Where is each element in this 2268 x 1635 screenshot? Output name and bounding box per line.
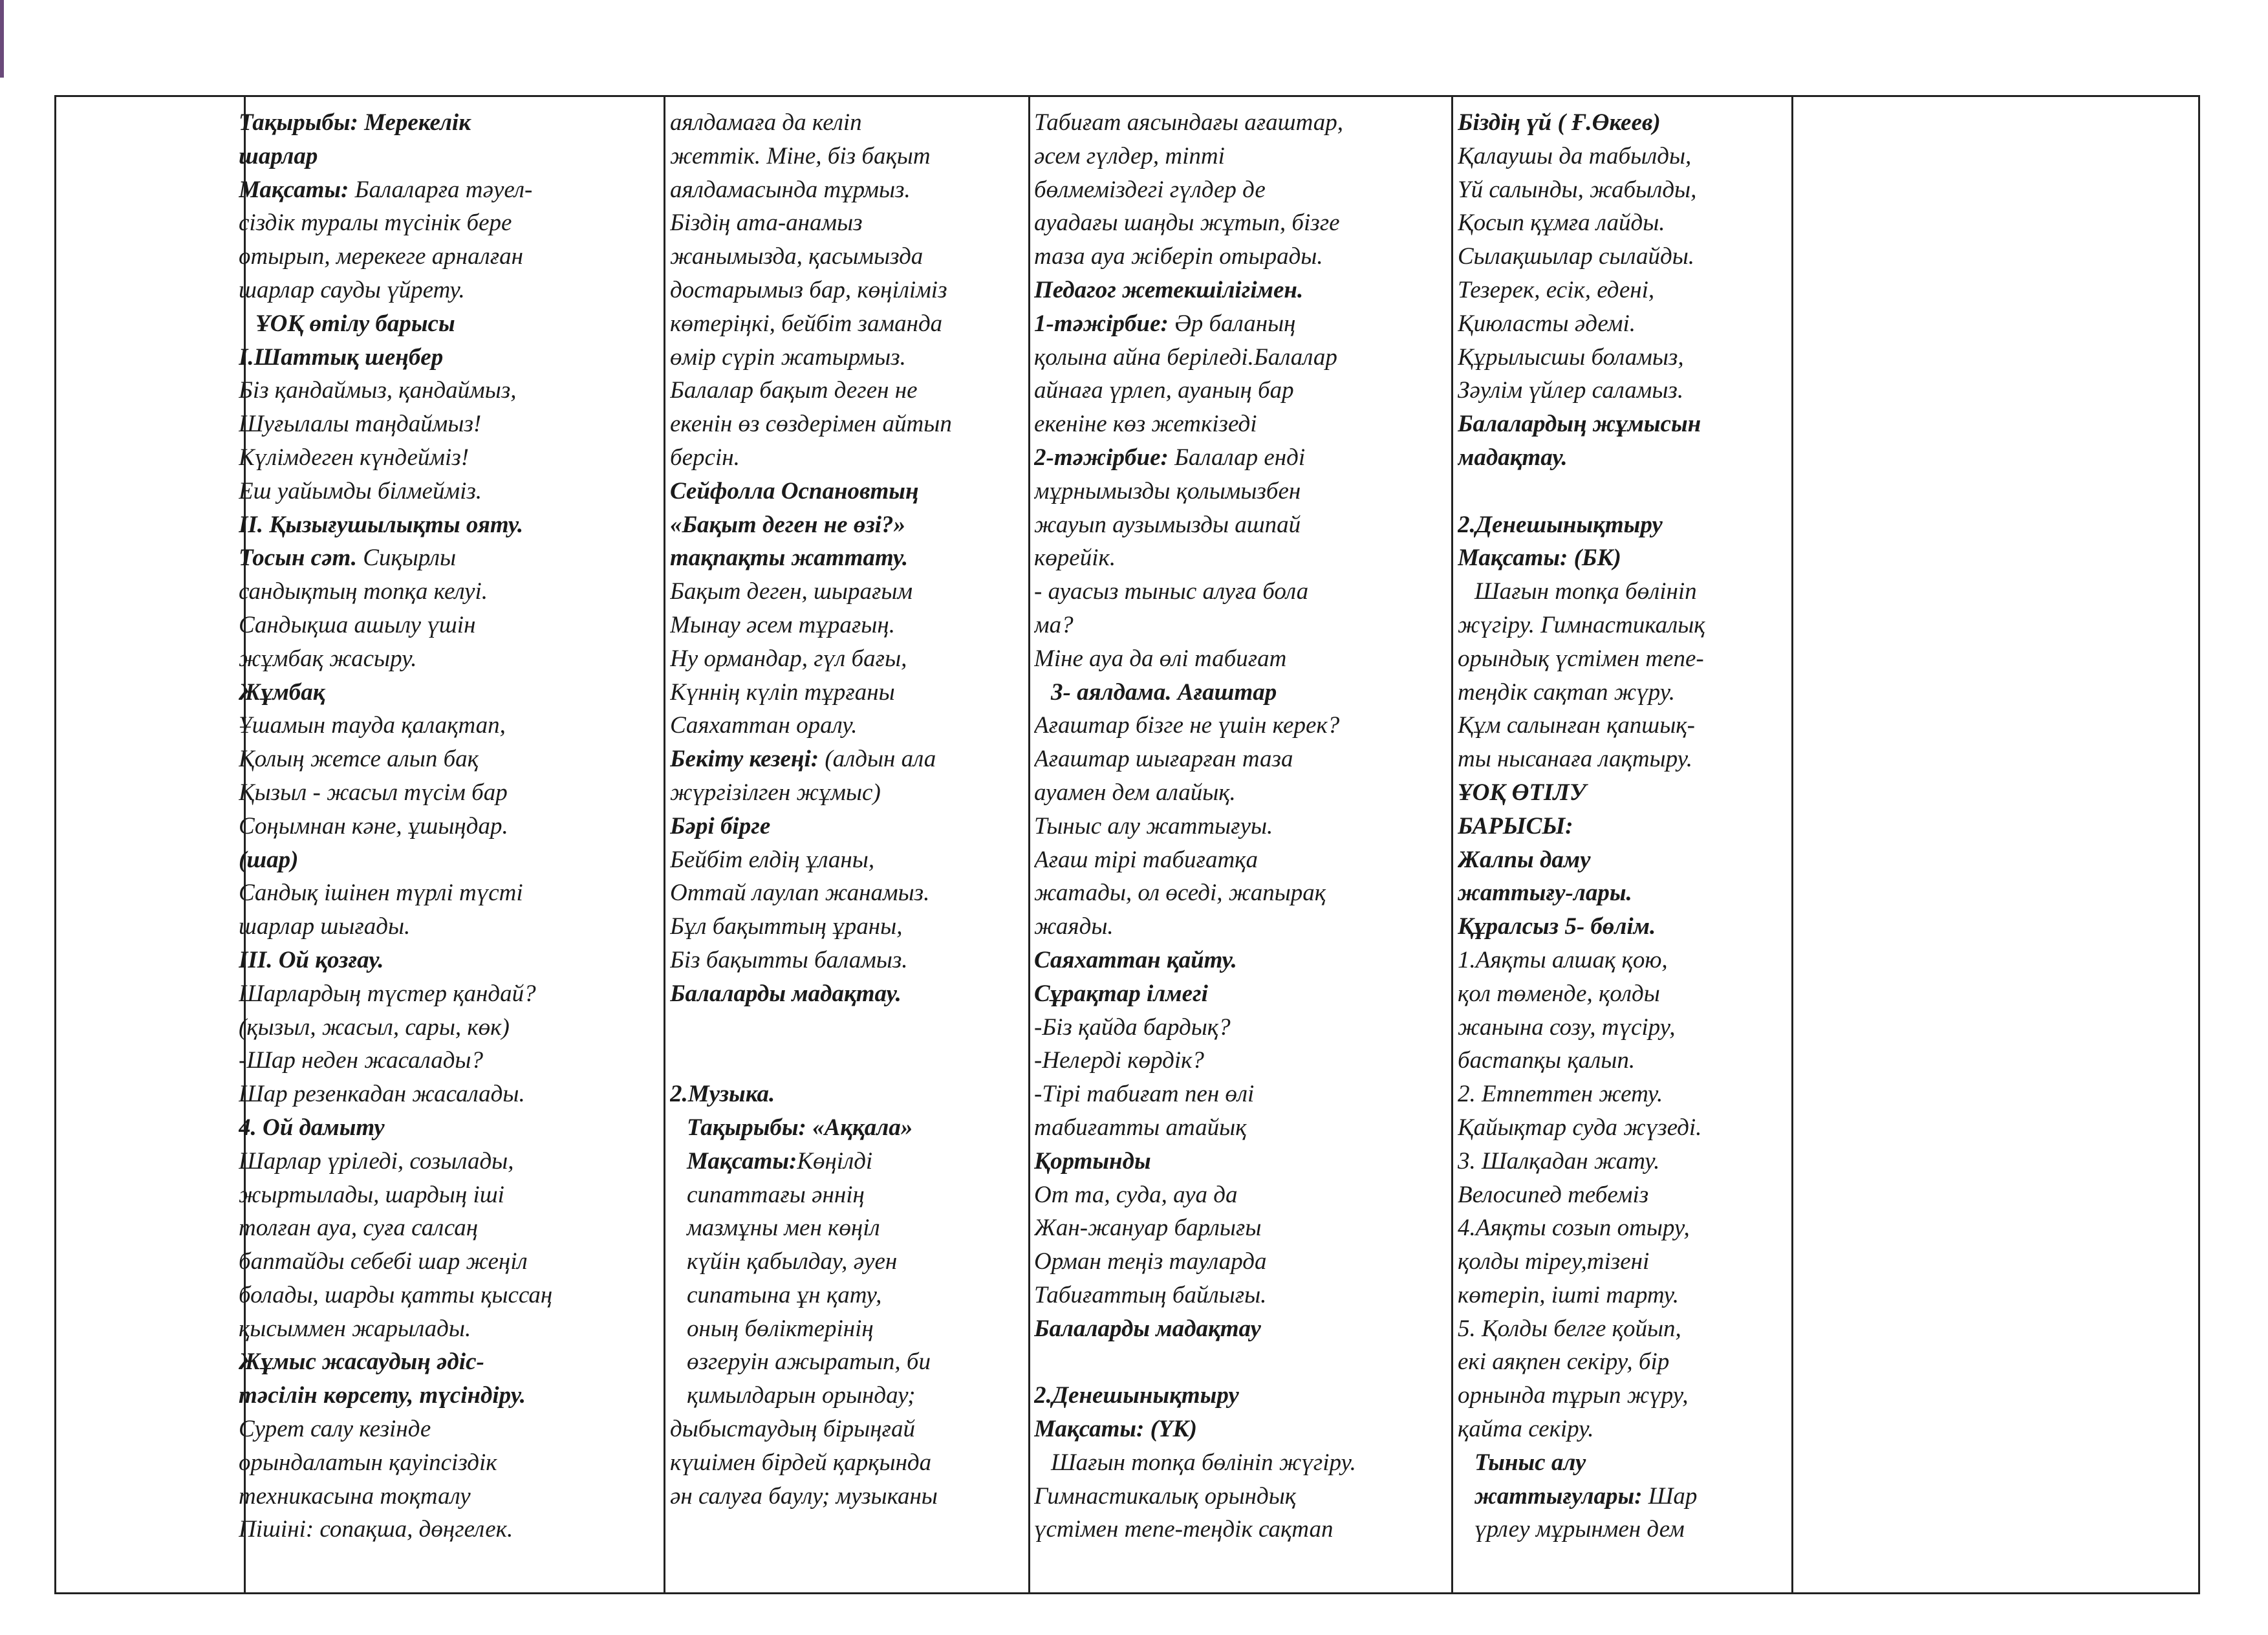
- column-3-content: [1034, 106, 1448, 1592]
- text-line: бастапқы қалып.: [1458, 1047, 1636, 1074]
- line-rest: Балаларға тәуел-: [349, 176, 533, 203]
- text-line: I.Шаттық шеңбер: [239, 343, 444, 371]
- text-line: Жалпы даму: [1458, 846, 1591, 873]
- text-line: 3- аялдама. Ағаштар: [1051, 678, 1277, 706]
- text-line: дыбыстаудың бірыңғай: [670, 1416, 915, 1443]
- scan-edge-mark: [0, 0, 4, 78]
- text-line: 1.Аяқты алшақ қою,: [1458, 946, 1668, 973]
- text-line: Қортынды: [1034, 1147, 1151, 1175]
- text-line: Қайықтар суда жүзеді.: [1458, 1114, 1702, 1141]
- column-divider: [1451, 97, 1453, 1592]
- text-line: оның бөліктерінің: [687, 1315, 874, 1342]
- text-line: толған ауа, суға салсаң: [239, 1215, 479, 1242]
- text-line: Ағаш тірі табиғатқа: [1034, 846, 1258, 873]
- text-line: -Тірі табиғат пен өлі: [1034, 1081, 1255, 1108]
- text-line: қолды тіреу,тізені: [1458, 1248, 1650, 1275]
- text-line: [1458, 475, 1789, 508]
- bold-lead: 1-тәжірбие:: [1034, 310, 1169, 337]
- text-line: отырып, мерекеге арналған: [239, 243, 523, 270]
- text-line: Үй салынды, жабылды,: [1458, 176, 1697, 203]
- text-line: берсін.: [670, 444, 740, 471]
- text-line: өзгеруін ажыратып, би: [687, 1348, 931, 1376]
- text-line: баптайды себебі шар жеңіл: [239, 1248, 528, 1275]
- text-line: Жұмбақ: [239, 678, 325, 706]
- text-line: III. Ой қозғау.: [239, 946, 384, 973]
- line-rest: Сиқырлы: [356, 545, 457, 572]
- text-line: Велосипед тебеміз: [1458, 1181, 1649, 1208]
- column-divider: [1791, 97, 1793, 1592]
- text-line: көтеріңкі, бейбіт заманда: [670, 310, 943, 337]
- line-rest: (алдын ала: [819, 746, 936, 773]
- text-line: сіздік туралы түсінік бере: [239, 210, 512, 237]
- line-rest: Әр баланың: [1168, 310, 1296, 337]
- text-line: [670, 1011, 1022, 1045]
- text-line: II. Қызығушылықты ояту.: [239, 511, 524, 538]
- text-line: Орман теңіз тауларда: [1034, 1248, 1267, 1275]
- text-line: қайта секіру.: [1458, 1416, 1594, 1443]
- text-line: ты нысанаға лақтыру.: [1458, 746, 1692, 773]
- text-line: орындалатын қауіпсіздік: [239, 1449, 497, 1476]
- text-line: 5. Қолды белге қойып,: [1458, 1315, 1681, 1342]
- text-line: [1458, 1480, 1789, 1513]
- text-line: Сұрақтар ілмегі: [1034, 980, 1208, 1007]
- text-line: Тақырыбы: Мерекелік: [239, 109, 471, 136]
- text-line: Біздің үй ( Ғ.Өкеев): [1458, 109, 1661, 136]
- text-line: сипатына ұн қату,: [687, 1281, 882, 1308]
- line-rest: Көңілді: [797, 1147, 873, 1175]
- text-line: қысыммен жарылады.: [239, 1315, 471, 1342]
- column-2-content: [670, 106, 1022, 1592]
- text-line: ҰОҚ өтілу барысы: [255, 310, 455, 337]
- text-line: Күннің күліп тұрғаны: [670, 678, 895, 706]
- text-line: өмір сүріп жатырмыз.: [670, 343, 906, 371]
- text-line: үстімен тепе-теңдік сақтап: [1034, 1516, 1334, 1543]
- text-line: -Шар неден жасалады?: [239, 1047, 483, 1074]
- text-line: Құрылысшы боламыз,: [1458, 343, 1684, 371]
- text-line: ауамен дем алайық.: [1034, 779, 1236, 806]
- text-line: Қалаушы да табылды,: [1458, 142, 1692, 169]
- bold-lead: Тосын сәт.: [239, 545, 357, 572]
- text-line: Балалардың жұмысын: [1458, 411, 1701, 438]
- text-line: 2.Музыка.: [670, 1081, 775, 1108]
- column-divider: [1028, 97, 1030, 1592]
- text-line: Балалар бақыт деген не: [670, 377, 918, 404]
- text-line: күшімен бірдей қарқында: [670, 1449, 932, 1476]
- text-line: Мақсаты: (БК): [1458, 545, 1621, 572]
- text-line: Балаларды мадақтау.: [670, 980, 902, 1007]
- text-line: жыртылады, шардың іші: [239, 1181, 504, 1208]
- text-line: Сандықша ашылу үшін: [239, 611, 476, 638]
- text-line: жатады, ол өседі, жапырақ: [1034, 880, 1326, 907]
- text-line: жұмбақ жасыру.: [239, 645, 417, 672]
- text-line: Саяхаттан қайту.: [1034, 946, 1237, 973]
- text-line: жанына созу, түсіру,: [1458, 1013, 1676, 1041]
- text-line: Зәулім үйлер саламыз.: [1458, 377, 1684, 404]
- text-line: От та, суда, ауа да: [1034, 1181, 1238, 1208]
- text-line: Бұл бақыттың ұраны,: [670, 913, 903, 940]
- text-line: жеттік. Міне, біз бақыт: [670, 142, 931, 169]
- text-line: [1034, 1345, 1448, 1379]
- text-line: Мынау әсем тұрағың.: [670, 611, 895, 638]
- text-line: Шағын топқа бөлініп: [1474, 578, 1697, 605]
- text-line: ауадағы шаңды жұтып, бізге: [1034, 210, 1340, 237]
- text-line: Қиюласты әдемі.: [1458, 310, 1636, 337]
- text-line: аялдамасында тұрмыз.: [670, 176, 911, 203]
- text-line: Соңымнан кәне, ұшыңдар.: [239, 812, 508, 839]
- text-line: Міне ауа да өлі табиғат: [1034, 645, 1287, 672]
- line-rest: Балалар енді: [1168, 444, 1306, 471]
- text-line: Жан-жануар барлығы: [1034, 1215, 1262, 1242]
- text-line: Сурет салу кезінде: [239, 1416, 431, 1443]
- text-line: «Бақыт деген не өзі?»: [670, 511, 906, 538]
- text-line: Шарлар үріледі, созылады,: [239, 1147, 514, 1175]
- text-line: мадақтау.: [1458, 444, 1568, 471]
- bold-lead: Мақсаты:: [687, 1147, 797, 1175]
- line-rest: Шар: [1642, 1482, 1698, 1510]
- bold-lead: Мақсаты:: [239, 176, 349, 203]
- text-line: Қызыл - жасыл түсім бар: [239, 779, 508, 806]
- text-line: мазмұны мен көңіл: [687, 1215, 880, 1242]
- text-line: 2.Денешынықтыру: [1458, 511, 1663, 538]
- text-line: мұрнымызды қолымызбен: [1034, 477, 1301, 504]
- text-line: Мақсаты: (ҮК): [1034, 1416, 1197, 1443]
- text-line: 4.Аяқты созып отыру,: [1458, 1215, 1690, 1242]
- text-line: Құралсыз 5- бөлім.: [1458, 913, 1656, 940]
- text-line: жаттығу-лары.: [1458, 880, 1632, 907]
- text-line: Бейбіт елдің ұланы,: [670, 846, 875, 873]
- text-line: таза ауа жіберіп отырады.: [1034, 243, 1323, 270]
- text-line: Ағаштар шығарған таза: [1034, 746, 1293, 773]
- text-line: шарлар сауды үйрету.: [239, 276, 465, 303]
- text-line: ән салуға баулу; музыканы: [670, 1482, 938, 1510]
- text-line: үрлеу мұрынмен дем: [1474, 1516, 1685, 1543]
- text-line: Шар резенкадан жасалады.: [239, 1081, 525, 1108]
- text-line: аялдамаға да келіп: [670, 109, 862, 136]
- text-line: сандықтың топқа келуі.: [239, 578, 488, 605]
- text-line: 2.Денешынықтыру: [1034, 1382, 1239, 1409]
- text-line: 4. Ой дамыту: [239, 1114, 385, 1141]
- text-line: қол төменде, қолды: [1458, 980, 1660, 1007]
- text-line: (қызыл, жасыл, сары, көк): [239, 1013, 510, 1041]
- text-line: Қосып құмға лайды.: [1458, 210, 1665, 237]
- text-line: Оттай лаулап жанамыз.: [670, 880, 930, 907]
- text-line: 2. Етпеттен жету.: [1458, 1081, 1663, 1108]
- text-line: (шар): [239, 846, 299, 873]
- text-line: Ну ормандар, гүл бағы,: [670, 645, 907, 672]
- text-line: -Біз қайда бардық?: [1034, 1013, 1231, 1041]
- text-line: Ұшамын тауда қалақтап,: [239, 712, 506, 739]
- text-line: екенін өз сөздерімен айтып: [670, 411, 952, 438]
- text-line: Табиғаттың байлығы.: [1034, 1281, 1267, 1308]
- text-line: БАРЫСЫ:: [1458, 812, 1573, 839]
- text-line: жаяды.: [1034, 913, 1114, 940]
- text-line: Сандық ішінен түрлі түсті: [239, 880, 523, 907]
- text-line: Біздің ата-анамыз: [670, 210, 863, 237]
- text-line: Сылақшылар сылайды.: [1458, 243, 1695, 270]
- text-line: [1034, 307, 1448, 341]
- text-line: -Нелерді көрдік?: [1034, 1047, 1204, 1074]
- text-line: көтеріп, іштi тарту.: [1458, 1281, 1679, 1308]
- text-line: Біз бақытты баламыз.: [670, 946, 908, 973]
- text-line: Бәрі бірге: [670, 812, 771, 839]
- text-line: ма?: [1034, 611, 1074, 638]
- text-line: Ағаштар бізге не үшін керек?: [1034, 712, 1340, 739]
- text-line: 3. Шалқадан жату.: [1458, 1147, 1660, 1175]
- text-line: екі аяқпен секіру, бір: [1458, 1348, 1670, 1376]
- text-line: достарымыз бар, көңіліміз: [670, 276, 947, 303]
- text-line: екеніне көз жеткізеді: [1034, 411, 1257, 438]
- text-line: Тыныс алу: [1474, 1449, 1586, 1476]
- text-line: тақпақты жаттату.: [670, 545, 909, 572]
- text-line: Педагог жетекшілігімен.: [1034, 276, 1304, 303]
- text-line: шарлар шығады.: [239, 913, 411, 940]
- bold-lead: Бекіту кезеңі:: [670, 746, 819, 773]
- text-line: қимылдарын орындау;: [687, 1382, 916, 1409]
- text-line: Қолың жетсе алып бақ: [239, 746, 479, 773]
- text-line: Саяхаттан оралу.: [670, 712, 858, 739]
- text-line: орнында тұрып жүру,: [1458, 1382, 1689, 1409]
- text-line: Күлімдеген күндейміз!: [239, 444, 470, 471]
- text-line: орындық үстімен тепе-: [1458, 645, 1704, 672]
- text-line: табиғатты атайық: [1034, 1114, 1247, 1141]
- text-line: [239, 541, 646, 575]
- text-line: Тезерек, есік, едені,: [1458, 276, 1655, 303]
- text-line: Гимнастикалық орындық: [1034, 1482, 1297, 1510]
- text-line: Жұмыс жасаудың әдіс-: [239, 1348, 484, 1376]
- text-line: Біз қандаймыз, қандаймыз,: [239, 377, 517, 404]
- text-line: техникасына тоқталу: [239, 1482, 471, 1510]
- text-line: айнаға үрлеп, ауаның бар: [1034, 377, 1294, 404]
- text-line: [1034, 441, 1448, 475]
- text-line: Құм салынған қапшық-: [1458, 712, 1695, 739]
- text-line: Шағын топқа бөлініп жүгіру.: [1051, 1449, 1356, 1476]
- text-line: жауып аузымызды ашпай: [1034, 511, 1301, 538]
- lesson-plan-table: [54, 95, 2200, 1594]
- text-line: күйін қабылдау, әуен: [687, 1248, 898, 1275]
- text-line: - ауасыз тыныс алуға бола: [1034, 578, 1309, 605]
- bold-lead: 2-тәжірбие:: [1034, 444, 1169, 471]
- text-line: Сейфолла Оспановтың: [670, 477, 919, 504]
- text-line: [670, 1044, 1022, 1077]
- text-line: Бақыт деген, шырағым: [670, 578, 913, 605]
- text-line: Тыныс алу жаттығуы.: [1034, 812, 1273, 839]
- text-line: шарлар: [239, 142, 318, 169]
- text-line: сипаттағы әннің: [687, 1181, 865, 1208]
- text-line: жүргізілген жұмыс): [670, 779, 881, 806]
- text-line: Еш уайымды білмейміз.: [239, 477, 482, 504]
- text-line: жанымызда, қасымызда: [670, 243, 923, 270]
- text-line: тәсілін көрсету, түсіндіру.: [239, 1382, 526, 1409]
- bold-lead: жаттығулары:: [1474, 1482, 1643, 1510]
- text-line: [670, 1145, 1022, 1178]
- text-line: болады, шарды қатты қыссаң: [239, 1281, 553, 1308]
- text-line: көрейік.: [1034, 545, 1116, 572]
- text-line: әсем гүлдер, тіпті: [1034, 142, 1225, 169]
- text-line: [239, 173, 646, 207]
- text-line: Пішіні: сопақша, дөңгелек.: [239, 1516, 513, 1543]
- text-line: Табиғат аясындағы ағаштар,: [1034, 109, 1344, 136]
- column-divider: [664, 97, 665, 1592]
- text-line: теңдік сақтап жүру.: [1458, 678, 1676, 706]
- column-4-content: [1458, 106, 1789, 1592]
- text-line: Балаларды мадақтау: [1034, 1315, 1261, 1342]
- text-line: жүгіру. Гимнастикалық: [1458, 611, 1705, 638]
- text-line: Шарлардың түстер қандай?: [239, 980, 536, 1007]
- text-line: ҰОҚ ӨТІЛУ: [1458, 779, 1586, 806]
- text-line: бөлмеміздегі гүлдер де: [1034, 176, 1266, 203]
- column-1-content: [239, 106, 646, 1592]
- text-line: [670, 742, 1022, 776]
- text-line: Тақырыбы: «Аққала»: [687, 1114, 913, 1141]
- text-line: қолына айна беріледі.Балалар: [1034, 343, 1337, 371]
- text-line: Шуғылалы таңдаймыз!: [239, 411, 482, 438]
